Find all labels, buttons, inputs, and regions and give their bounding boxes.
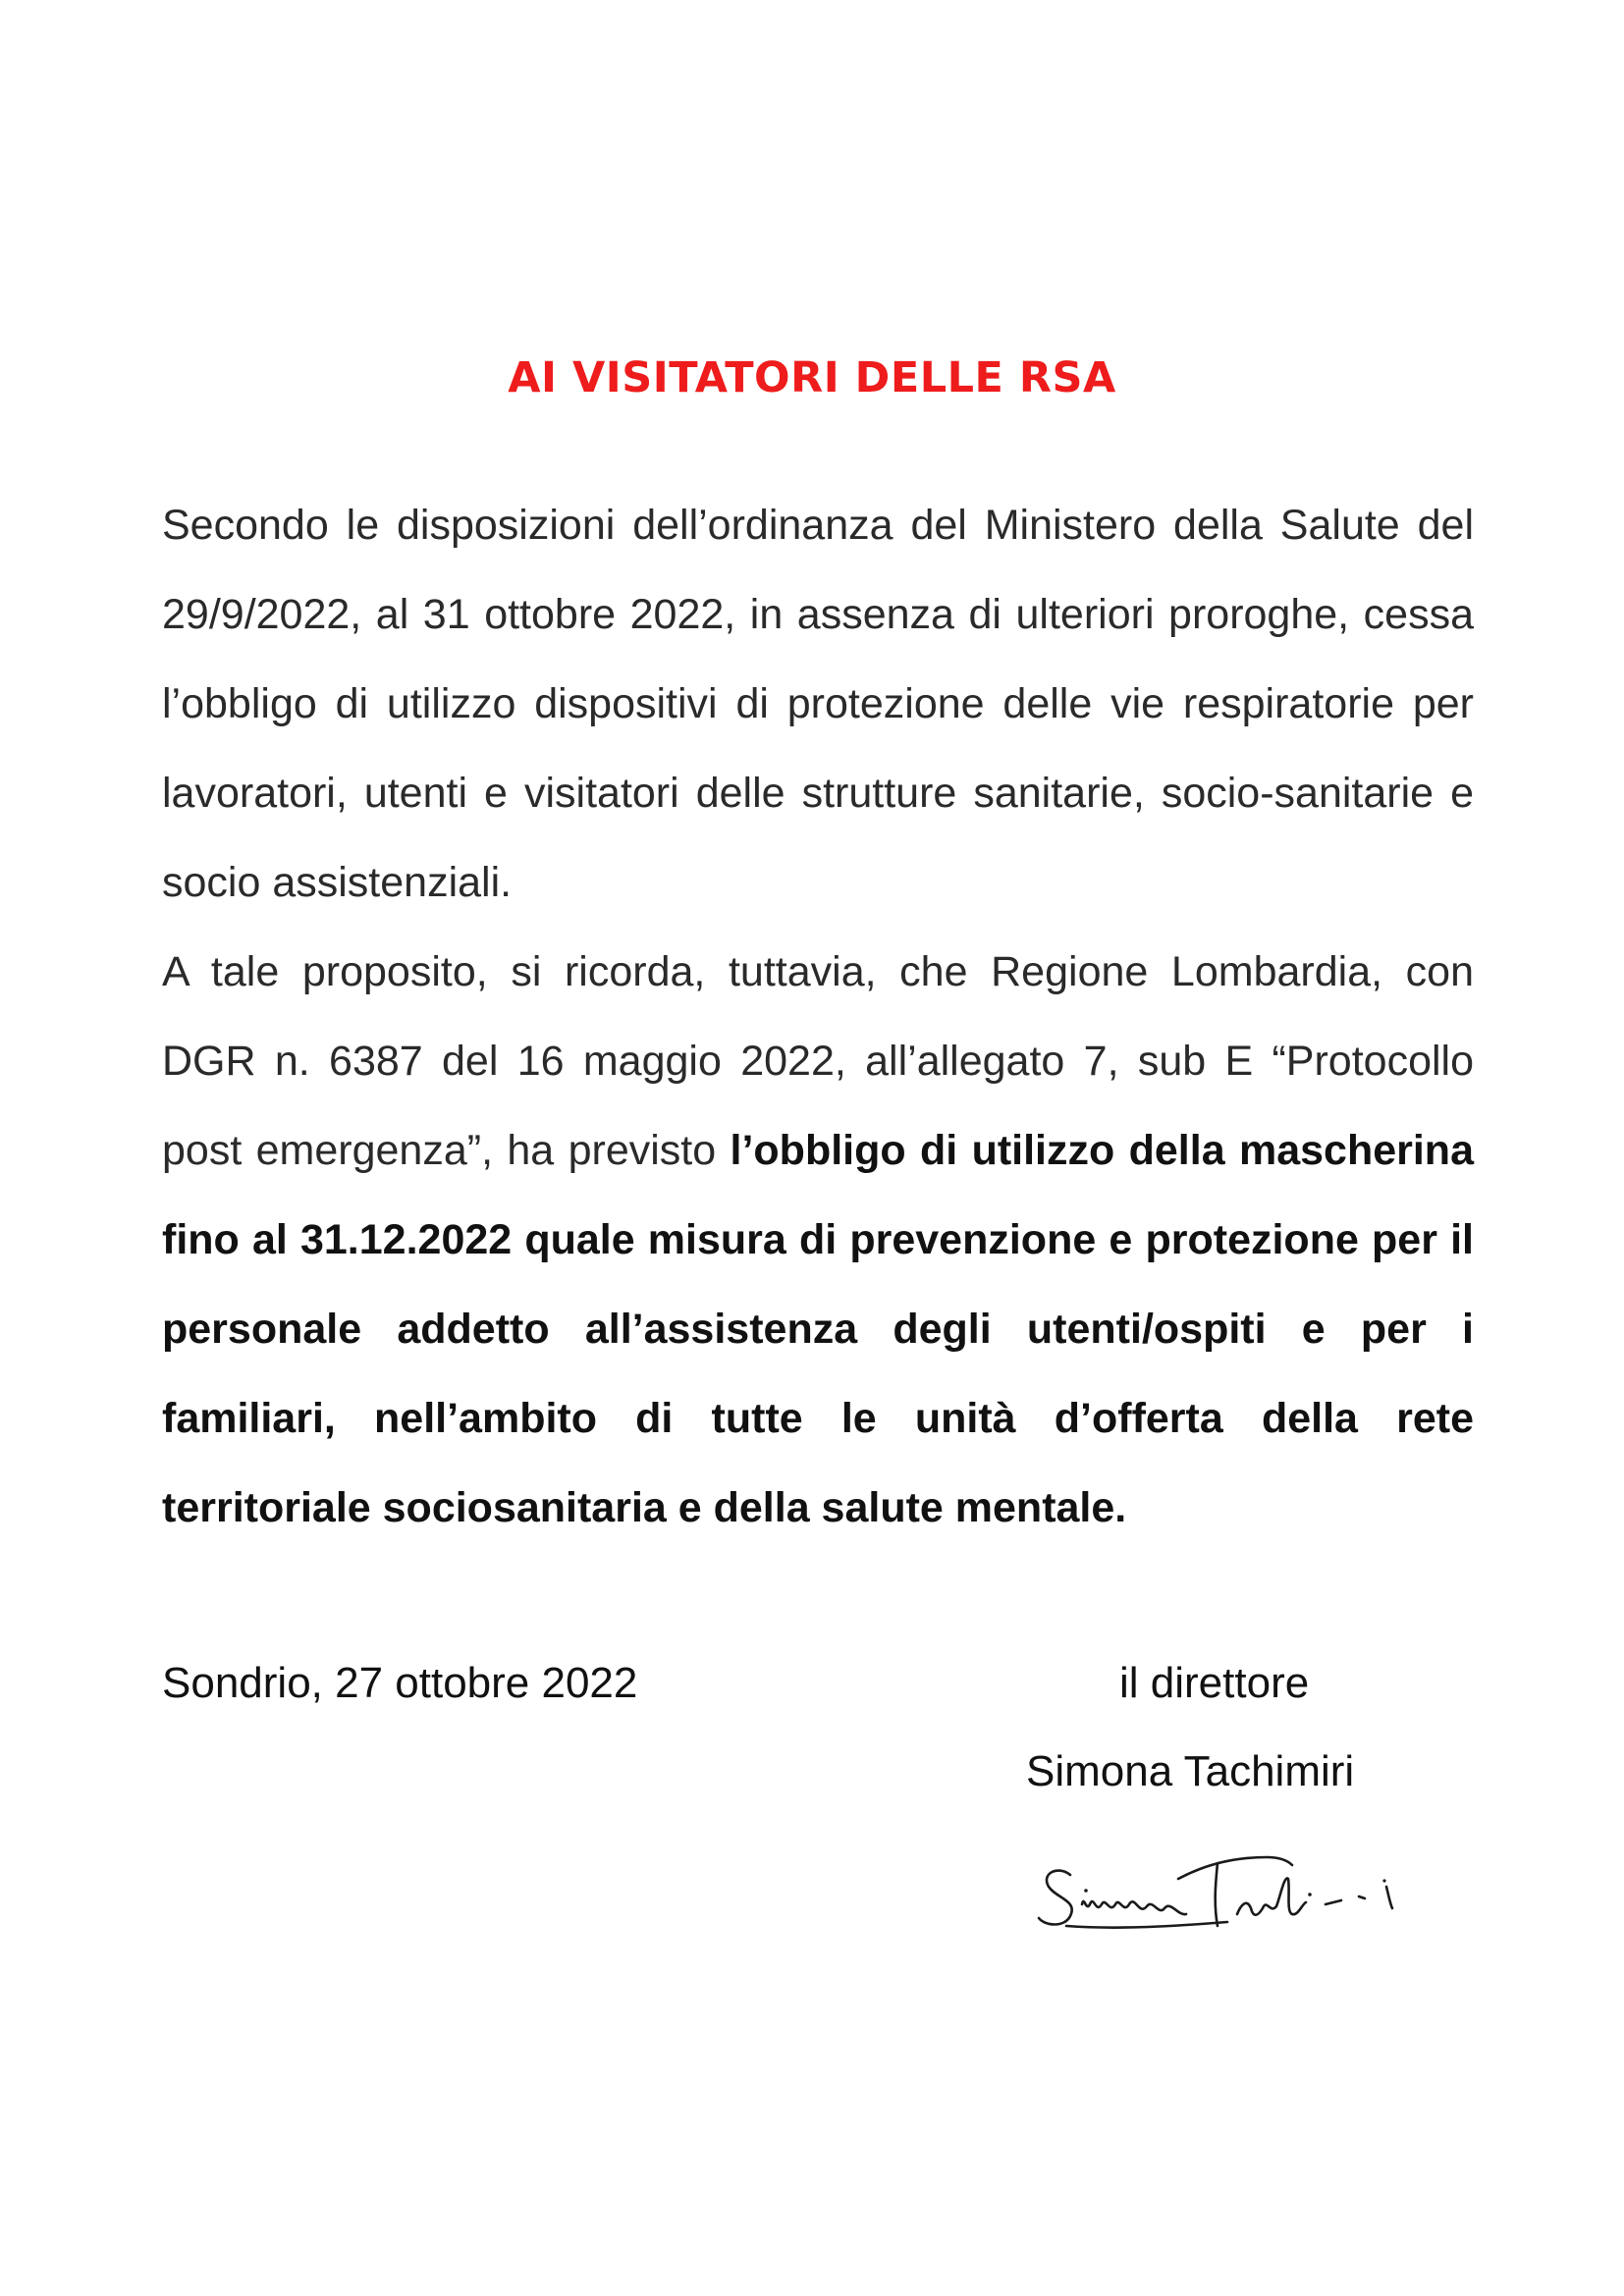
page-title: AI VISITATORI DELLE RSA: [508, 353, 1116, 402]
paragraph-lombardia: [162, 928, 1474, 1553]
document-body: [162, 481, 1474, 1553]
signer-name: Simona Tachimiri: [1026, 1747, 1355, 1795]
paragraph-ordinance: Secondo le disposizioni dell’ordinanza del Ministero della Salute del 29/9/2022, al 31 ottobre 2022, in assenza di ulteriori proroghe, cessa l’obbligo di utilizzo dispositivi di protezione delle vie respiratorie per lavoratori, utenti e visitatori delle strutture sanitarie, socio-sanitarie e socio assistenziali.: [162, 502, 1474, 906]
place-and-date: Sondrio, 27 ottobre 2022: [162, 1659, 638, 1707]
handwritten-signature: [1031, 1836, 1443, 1944]
paragraph-lombardia-obligation: l’obbligo di utilizzo della mascherina fino al 31.12.2022 quale misura di prevenzione e protezione per il personale addetto all’assistenza degli utenti/ospiti e per i familiari, nell’ambito di tutte le unità d’offerta della rete territoriale sociosanitaria e della salute mentale.: [162, 1127, 1474, 1531]
signer-role: il direttore: [1119, 1659, 1310, 1707]
paragraph-lombardia-intro: A tale proposito, si ricorda, tuttavia, che Regione Lombardia, con DGR n. 6387 del 16 maggio 2022, all’allegato 7, sub E “Protocollo post emergenza”, ha previsto: [162, 948, 1474, 1174]
